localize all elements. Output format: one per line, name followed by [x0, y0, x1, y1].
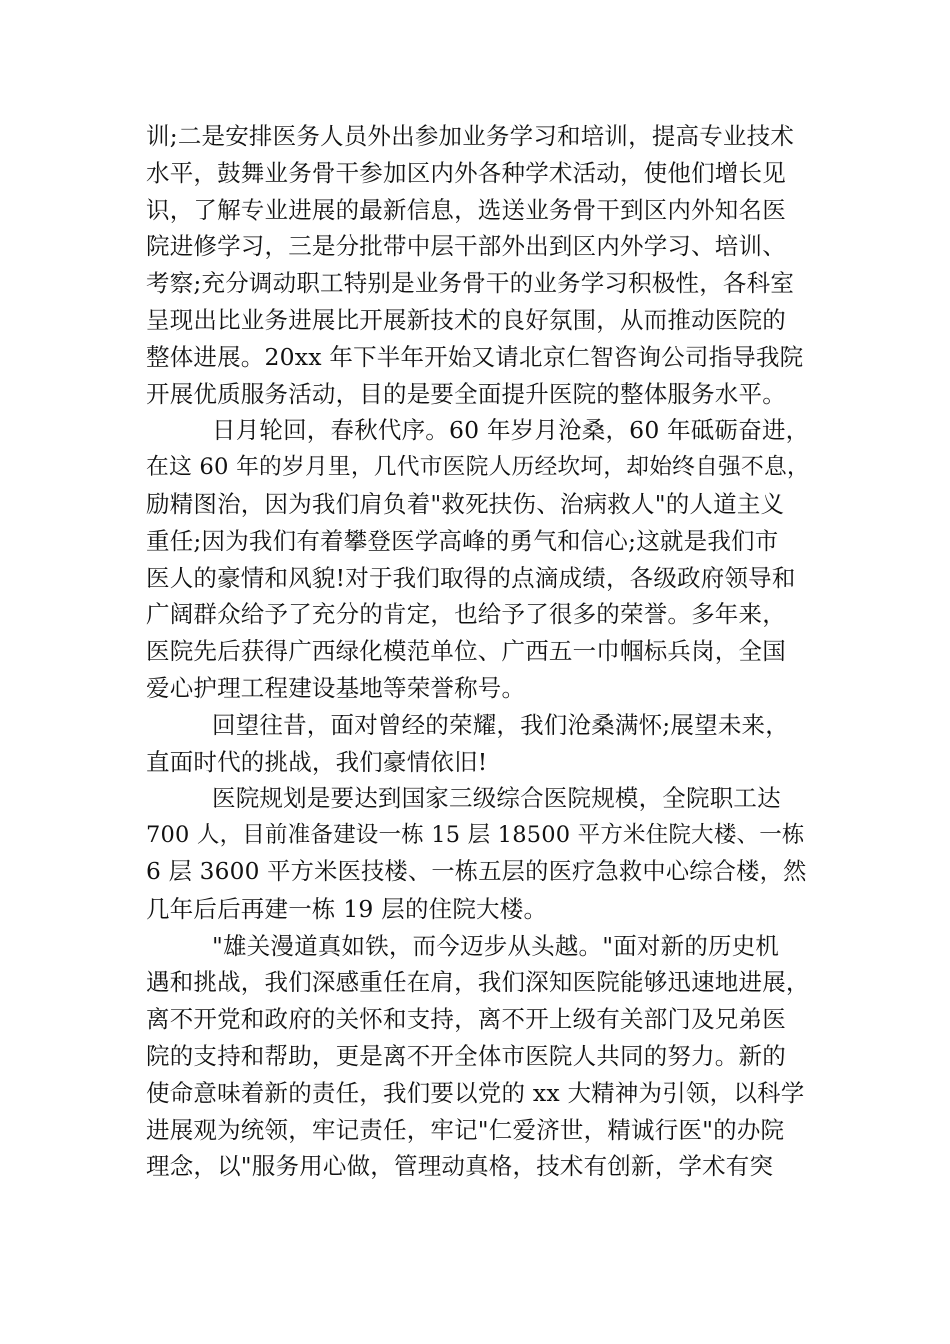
text-line: 励精图治，因为我们肩负着"救死扶伤、治病救人"的人道主义 [146, 489, 785, 518]
text-line: "雄关漫道真如铁，而今迈步从头越。"面对新的历史机 [212, 931, 780, 960]
text-line: 6 层 3600 平方米医技楼、一栋五层的医疗急救中心综合楼，然 [146, 857, 807, 885]
text-line: 医人的豪情和风貌!对于我们取得的点滴成绩，各级政府领导和 [146, 563, 796, 592]
text-line: 日月轮回，春秋代序。60 年岁月沧桑，60 年砥砺奋进， [212, 416, 810, 445]
body-text [146, 118, 811, 1185]
text-line: 直面时代的挑战，我们豪情依旧! [146, 747, 488, 776]
text-line: 使命意味着新的责任，我们要以党的 xx 大精神为引领，以科学 [146, 1078, 805, 1107]
text-line: 呈现出比业务进展比开展新技术的良好氛围，从而推动医院的 [146, 305, 786, 334]
text-line: 识，了解专业进展的最新信息，选送业务骨干到区内外知名医 [146, 195, 786, 224]
text-line: 进展观为统领，牢记责任，牢记"仁爱济世，精诚行医"的办院 [146, 1115, 785, 1144]
text-line: 院进修学习，三是分批带中层干部外出到区内外学习、培训、 [146, 232, 786, 261]
text-line: 考察;充分调动职工特别是业务骨干的业务学习积极性，各科室 [146, 269, 795, 298]
text-line: 理念，以"服务用心做，管理动真格，技术有创新，学术有突 [146, 1152, 774, 1181]
text-line: 整体进展。20xx 年下半年开始又请北京仁智咨询公司指导我院 [146, 342, 804, 371]
text-line: 广阔群众给予了充分的肯定，也给予了很多的荣誉。多年来， [146, 600, 786, 629]
text-line: 水平，鼓舞业务骨干参加区内外各种学术活动，使他们增长见 [146, 158, 786, 187]
text-line: 开展优质服务活动，目的是要全面提升医院的整体服务水平。 [146, 379, 786, 408]
text-line: 在这 60 年的岁月里，几代市医院人历经坎坷，却始终自强不息， [146, 454, 810, 481]
text-line: 回望往昔，面对曾经的荣耀，我们沧桑满怀;展望未来， [212, 710, 789, 739]
text-line: 爱心护理工程建设基地等荣誉称号。 [146, 673, 526, 702]
text-line: 700 人，目前准备建设一栋 15 层 18500 平方米住院大楼、一栋 [146, 822, 805, 849]
text-line: 遇和挑战，我们深感重任在肩，我们深知医院能够迅速地进展， [146, 968, 810, 997]
text-line: 离不开党和政府的关怀和支持，离不开上级有关部门及兄弟医 [146, 1005, 786, 1034]
text-line: 重任;因为我们有着攀登医学高峰的勇气和信心;这就是我们市 [146, 526, 779, 555]
text-line: 医院先后获得广西绿化模范单位、广西五一巾帼标兵岗，全国 [146, 637, 786, 666]
text-line: 医院规划是要达到国家三级综合医院规模，全院职工达 [212, 784, 781, 813]
text-line: 院的支持和帮助，更是离不开全体市医院人共同的努力。新的 [146, 1041, 786, 1070]
text-line: 几年后后再建一栋 19 层的住院大楼。 [146, 894, 548, 923]
text-line: 训;二是安排医务人员外出参加业务学习和培训，提高专业技术 [146, 122, 795, 150]
